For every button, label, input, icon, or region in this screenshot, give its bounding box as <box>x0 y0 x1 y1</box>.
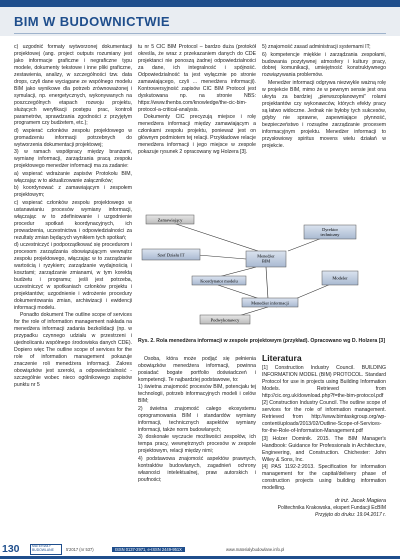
page-number: 130 <box>2 543 20 555</box>
paragraph: tu nr 5 CIC BIM Protocol – bardzo duża (protokół określa, że wraz z przekazaniem danych do CDE projektanci nie ponoszą żadnej odpowiedzialności za dane, ich integralność i spójność. Odpowiedzialność ta jest wyłącznie po stronie zamawiającego, czyli ... menedżera informacji). Kontrowersyjność zapisów CIC BIM Protocol jest dyskutowana np. na stronie NBS: https://www.thenbs.com/knowledge/the-cic-bim-protocol-a-critical-analysis. <box>138 44 256 113</box>
journal-logo: MATERIAŁY BUDOWLANE <box>30 544 62 555</box>
reference-item: [1] Construction Industry Council. BUILDING INFORMATION MODEL (BIM) PROTOCOL. Standard Protocol for use in projects using Building Information Models. Retrieved from http://cic.org.uk/download.php?f=the-bim-protocol.pdf <box>262 364 386 399</box>
node-menedzer-info: Menedżer informacji <box>251 300 289 306</box>
issn-badge: ISSN 0137-2971, e-ISSN 2449-951X <box>112 547 185 552</box>
paragraph: 3) doskonałe wyczucie możliwości zespołów, ich tempa pracy, wewnętrznych procesów w zespole projektowym, relacji między nimi; <box>138 434 256 455</box>
paragraph: b) koordynować z zamawiającym i zespołem projektowym; <box>14 185 132 199</box>
node-koordynator: Koordynator modelu <box>200 278 238 284</box>
text-column-2 <box>138 44 256 156</box>
literature-heading: Literatura <box>262 353 302 363</box>
node-menedzer-bim: Menedżer BIM <box>257 253 275 264</box>
issue-info: 5'2017 (nr 537) <box>66 547 94 552</box>
node-modeler: Modeler <box>332 275 348 281</box>
paragraph: 5) znajomość zasad administracji systemami IT; <box>262 44 371 50</box>
paragraph: Menedżer informacji odgrywa niezwykle ważną rolę w projekcie BIM, mimo że w pewnym sensie jest ona ukryta za bardziej „pierwszoplanowymi” rolami projektantów czy wykonawców, których efekty pracy są łatwo widoczne. Jednak nie byłoby tych sukcesów, gdyby nie sprawne, zapewniające płynność, bezpieczeństwo i rozsądne zarządzanie procesem informacyjnym projektu. Menedżer informacji to przysłowiowy spiritus movens wielu działań w projekcie. <box>262 79 386 149</box>
paragraph: 1) świetna znajomość procesów BIM, potencjału tej technologii, potrzeb informacyjnych modeli i celów BIM; <box>138 384 256 405</box>
author-name: dr inż. Jacek Magiera <box>334 497 386 504</box>
section-title: BIM W BUDOWNICTWIE <box>14 14 170 29</box>
author-affiliation: Politechnika Krakowska, ekspert Fundacji EcBIM <box>277 504 386 511</box>
reference-item: [3] Holzer Dominik. 2015. The BIM Manager's Handbook: Guidance for Professionals in Architecture, Engineering, and Construction. Chichester: John Wiley & Sons, Inc. <box>262 435 386 463</box>
reference-item: [2] Construction Industry Council. The outline scope of services for the role of information management. Retrieved from http://www.bimtaskgroup.org/wp-content/uploads/2013/02/Outline-Scope-of-Services-for-the-Role-of-Information-Management.pdf <box>262 400 386 435</box>
header-accent-bar <box>0 0 400 7</box>
diagram-svg <box>138 211 386 336</box>
team-structure-diagram <box>138 211 386 336</box>
paragraph: d) uczestniczyć i podporządkować się procedurom i procesom zarządzania obowiązującym wewnątrz zespołu projektowego, włączając w to zarządzanie wartością i ryzykiem; zarządzanie wydajnością i kosztami; zarządzanie zmianami, w tym korektą budżetu i programu; jeśli jest potrzeba, uczestniczyć w spotkaniach członków projektu i projektantów; uzgodnienie i wdrożenie procedury dokumentowania zmian, archiwizacji i ewidencji informacji modelu. <box>14 242 132 311</box>
text-column-3 <box>262 44 386 150</box>
page-footer <box>0 540 400 559</box>
paragraph: 2) świetna znajomość całego ekosystemu oprogramowania BIM i standardów wymiany informacji, technicznych aspektów wymiany informacji, także norm budowlanych; <box>138 405 256 433</box>
page-header <box>0 0 400 36</box>
text-column-2-lower <box>138 356 256 484</box>
node-zamawiajacy: Zamawiający <box>157 217 183 223</box>
node-dyrektor: Dyrektor techniczny <box>320 227 340 237</box>
paragraph: a) wspierać wdrażanie zapisów Protokołu BIM, włączając w to aktualizowanie załączników; <box>14 170 132 184</box>
paragraph: c) uzgodnić formaty wytworzonej dokumentacji projektowej (ang. project outputs rozumiany jest jako informacje graficzne i negraficzne typu modele, dokumenty tekstowe i inne pliki graficzne, zestawienia, analizy, w szczególności tzw. data drops, czyli dane wyciągane ze wspólnego modelu BIM jako wynikowe dla potrzeb zrównoważonej i symulacji, np. energetycznych, wykonywanych na poszczególnych etapach rozwoju projektu, służących weryfikacji postępu prac, kontroli parametrów, sprawdzania zgodności z przyjętym programem czy budżetem, etc.); <box>14 44 132 127</box>
received-date: Przyjęto do druku: 19.04.2017 r. <box>315 511 386 518</box>
paragraph: Dokumenty CIC precyzują miejsce i rolę menedżera informacji między zamawiającym a członkami zespołu projektu, ponieważ jest on głównym podmiotem tej relacji. Przykładowe relacje menedżera informacji i jego miejsce w zespole pokazuje rysunek 2 opracowany wg Holzera [3]. <box>138 114 256 155</box>
node-sztab: Szef Działu IT <box>157 252 185 258</box>
literature-section <box>262 352 386 519</box>
paragraph: c) wspierać członków zespołu projektowego w ustanawianiu procesów wymiany informacji, włączając w to zdefiniowanie i uzgodnienie procedur spotkań koordynacyjnych, ich prowadzenia, uczestnictwa i odpowiedzialności za rezultaty zmian będących wynikiem tych spotkań; <box>14 199 132 241</box>
header-divider <box>14 33 386 34</box>
node-podwykonawcy: Podwykonawcy <box>210 317 240 323</box>
paragraph: 4) podstawowa znajomość aspektów prawnych, kontraktów budowlanych, zagadnień ochrony własności intelektualnej, praw autorskich i poufności; <box>138 455 256 483</box>
text-column-1 <box>14 44 132 389</box>
paragraph: Ponadto dokument The outline scope of services for the role of information management nakłada na menedżera informacji zadania bezkolidacji (np. w przypadku czynnego udziału w przestrzeni i ujednolicaniu wspólnego środowiska danych CDE). Dopiero więc The outline scope of services for the role of information management pokazuje znaczenie roli menedżera informacji. Zakres obowiązków jest szeroki, a odpowiedzialność - szczególnie wobec nieco ogólnikowego zapisów punktu nr 5 <box>14 312 132 388</box>
paragraph: 6) kompetencje miękkie i zarządzania zespołami, budowania pozytywnej atmosfery i kultury pracy, dobrej komunikacji, umiejętność konstruktywnego rozwiązywania problemów. <box>262 51 386 79</box>
journal-url[interactable]: www.materialybudowlane.info.pl <box>226 547 285 552</box>
figure-caption: Rys. 2. Rola menedżera informacji w zespole projektowym (przykład). Opracowano wg D. Holzera [3] <box>138 338 386 344</box>
reference-item: [4] PAS 1192-2:2013. Specification for information management for the capital/delivery phase of construction projects using building information modelling. <box>262 464 386 491</box>
paragraph: 3) w ramach współpracy między branżami, wymianę informacji, zarządzania pracą zespołu projektowego menedżer informacji ma za zadanie: <box>14 149 132 170</box>
paragraph: d) wspierać członków zespołu projektowego w gromadzeniu informacji potrzebnych do wytworzenia dokumentacji projektowej; <box>14 128 132 148</box>
paragraph: Osoba, która może podjąć się pełnienia obowiązków menedżera informacji, powinna posiadać bogate portfolio doświadczeń i kompetencji. Te najbardziej podstawowe, to: <box>138 356 256 383</box>
